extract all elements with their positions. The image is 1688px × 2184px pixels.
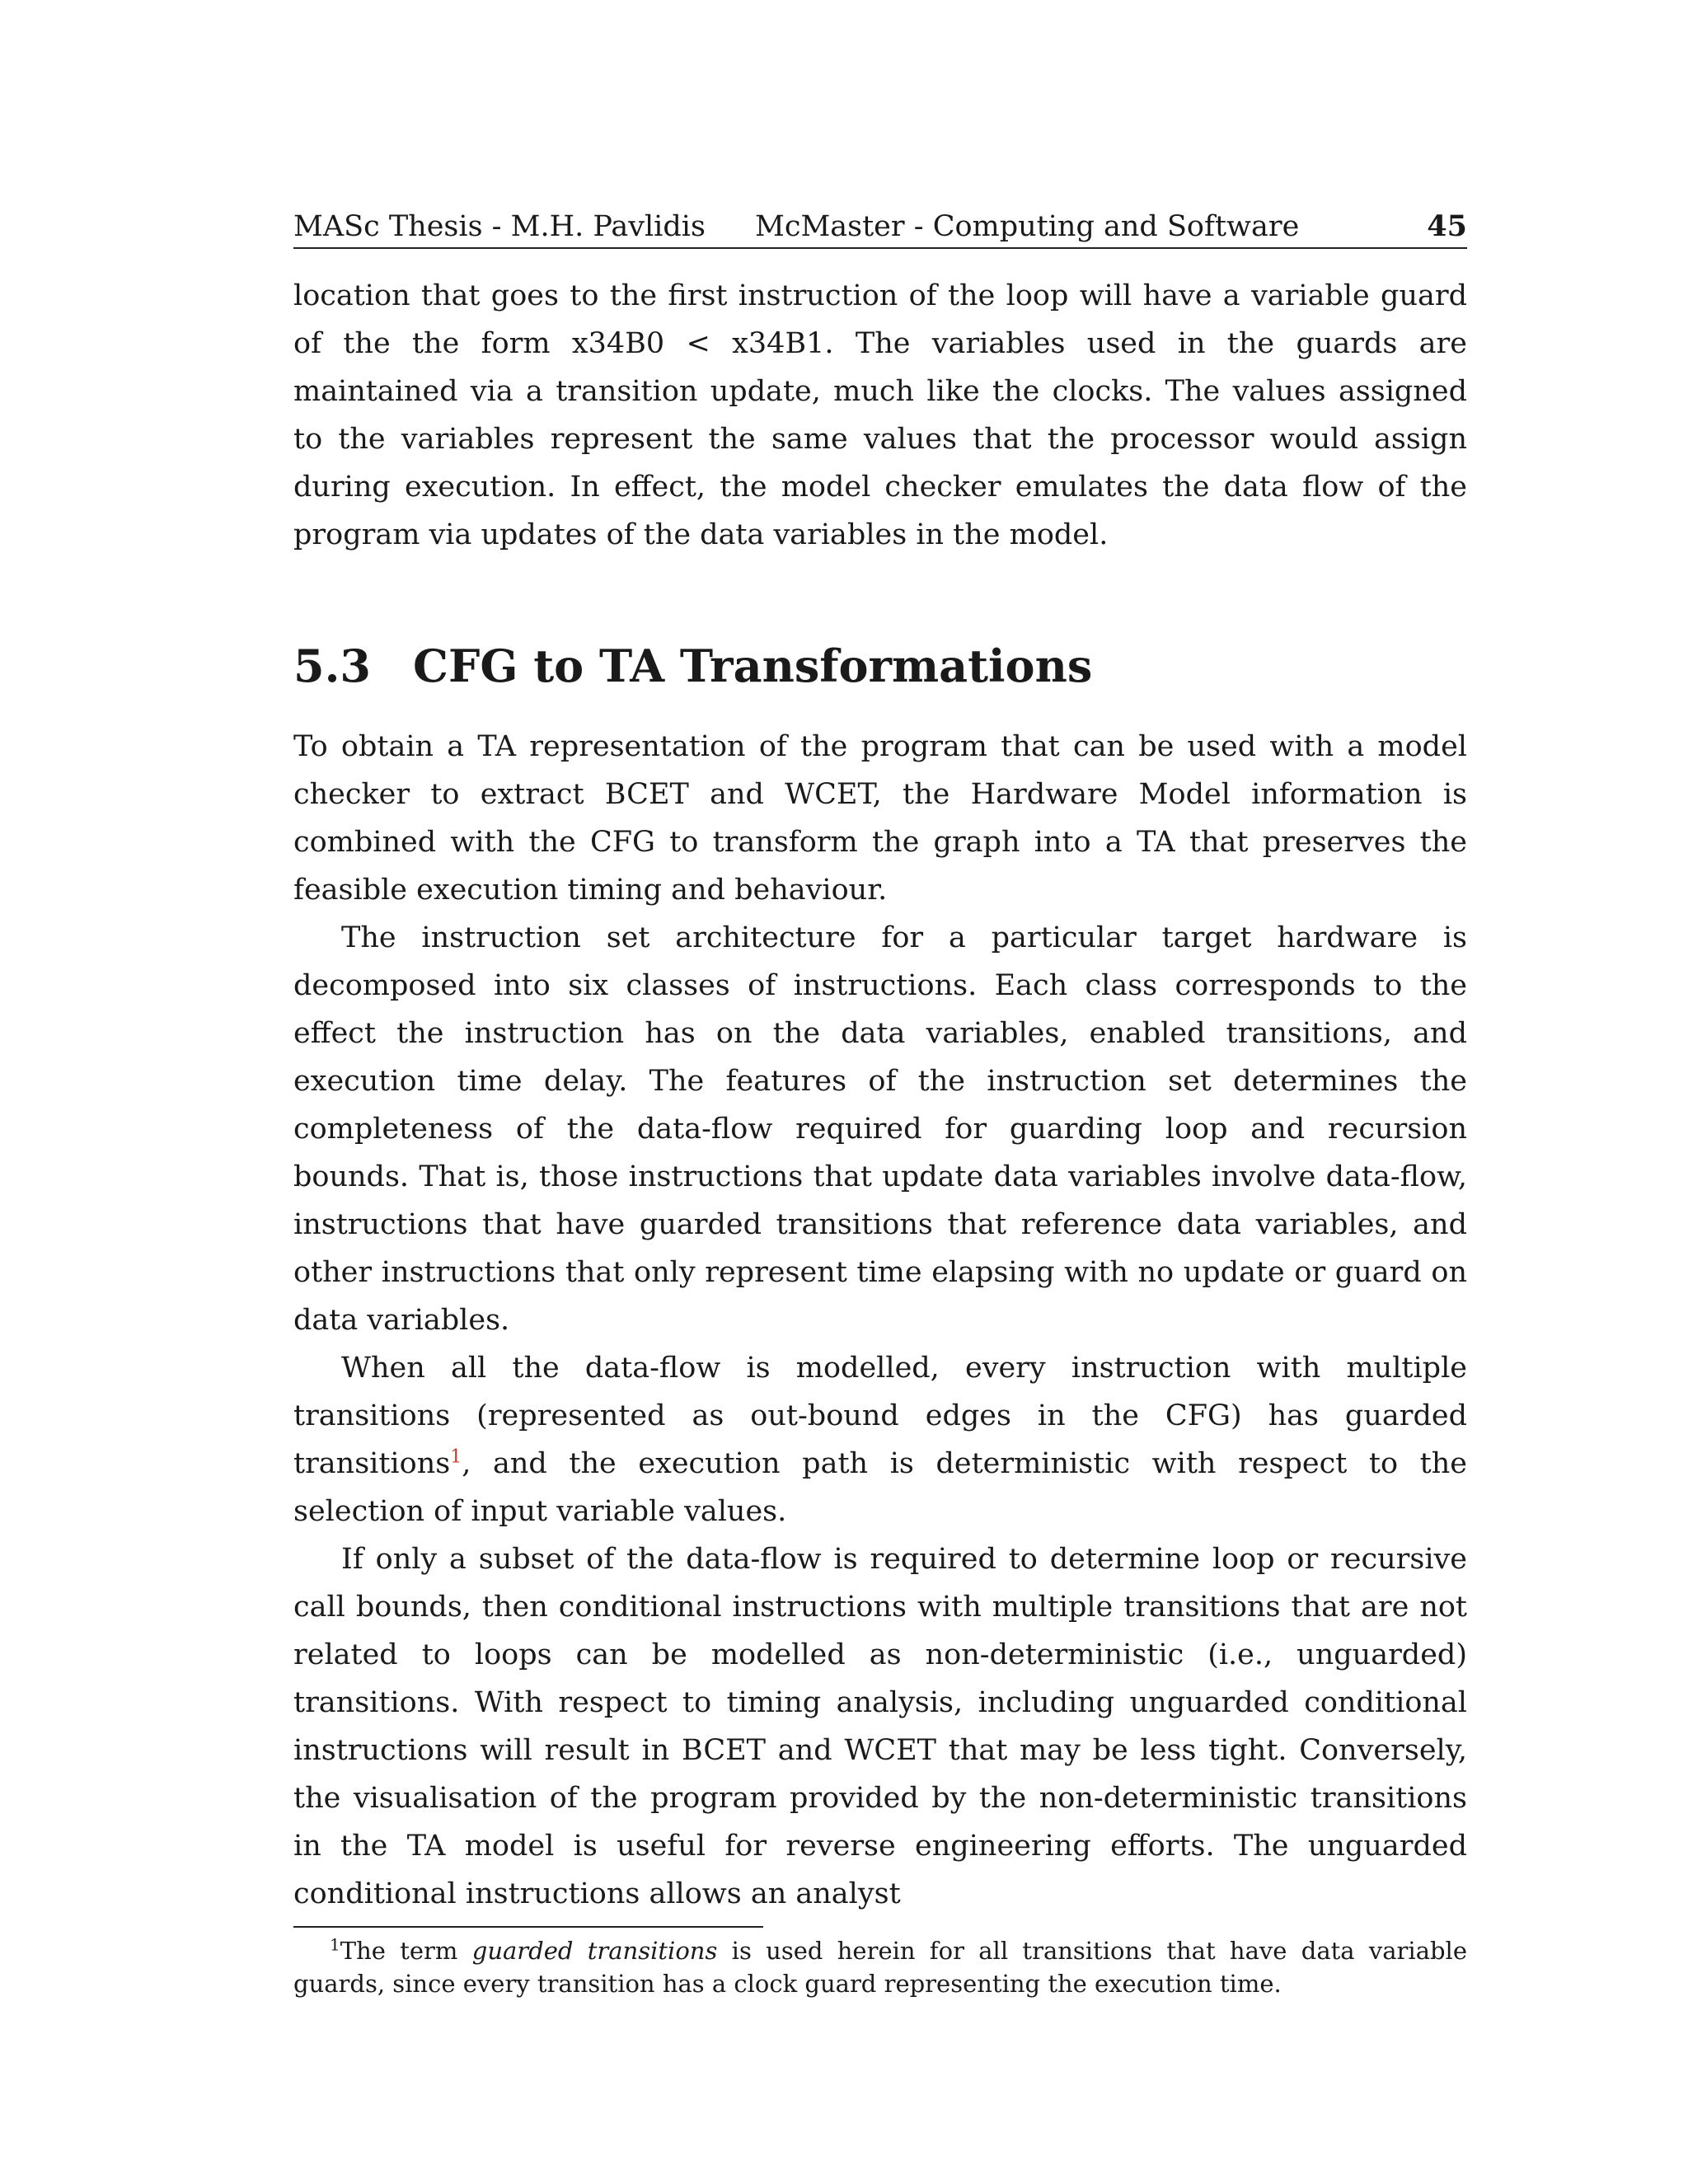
footnote-text-end: is used herein for all transitions that have data variable guards, since every transition has a clock guard representing the execution time. bbox=[293, 1937, 1467, 1998]
section-heading bbox=[293, 637, 1467, 695]
paragraph-3-text-cont: , and the execution path is deterministic with respect to the selection of input variable values. bbox=[293, 1447, 1467, 1528]
paragraph-2: The instruction set architecture for a particular target hardware is decomposed into six classes of instructions. Each class corresponds to the effect the instruction has on the data variables, enabled transitions, and execution time delay. The features of the instruction set determines the completeness of the data-flow required for guarding loop and recursion bounds. That is, those instructions that update data variables involve data-flow, instructions that have guarded transitions that reference data variables, and other instructions that only represent time elapsing with no update or guard on data variables. bbox=[293, 921, 1467, 1337]
paragraph-3-text: When all the data-flow is modelled, every instruction with multiple transitions (represented as out-bound edges in the CFG) has guarded transitions bbox=[293, 1352, 1467, 1480]
paragraph-3 bbox=[293, 1344, 1467, 1535]
page bbox=[293, 206, 1467, 2024]
section-title: CFG to TA Transformations bbox=[413, 640, 1093, 692]
footnote-emphasis: guarded transitions bbox=[471, 1937, 718, 1965]
footnote-mark: 1 bbox=[330, 1934, 340, 1955]
paragraph-1: To obtain a TA representation of the program that can be used with a model checker to extract BCET and WCET, the Hardware Model information is combined with the CFG to transform the graph into a TA that preserves the feasible execution timing and behaviour. bbox=[293, 730, 1467, 907]
footnote-reference-link[interactable]: 1 bbox=[450, 1446, 462, 1468]
section-number: 5.3 bbox=[293, 640, 371, 692]
header-author: MASc Thesis - M.H. Pavlidis bbox=[293, 210, 706, 243]
running-header bbox=[293, 206, 1467, 249]
footnote bbox=[293, 1934, 1467, 2000]
footnote-text-start: The term bbox=[340, 1937, 472, 1965]
header-institution: McMaster - Computing and Software bbox=[755, 210, 1300, 243]
footnote-divider bbox=[293, 1926, 763, 1928]
page-number: 45 bbox=[1427, 209, 1467, 243]
paragraph-4: If only a subset of the data-flow is required to determine loop or recursive call bounds, then conditional instructions with multiple transitions that are not related to loops can be modelled as non-deterministic (i.e., unguarded) transitions. With respect to timing analysis, including unguarded conditional instructions will result in BCET and WCET that may be less tight. Conversely, the visualisation of the program provided by the non-deterministic transitions in the TA model is useful for reverse engineering efforts. The unguarded conditional instructions allows an analyst bbox=[293, 1543, 1467, 1910]
intro-paragraph: location that goes to the first instruction of the loop will have a variable guard of the the form x34B0 < x34B1. The variables used in the guards are maintained via a transition update, much like the clocks. The values assigned to the variables represent the same values that the processor would assign during execution. In effect, the model checker emulates the data flow of the program via updates of the data variables in the model. bbox=[293, 279, 1467, 551]
